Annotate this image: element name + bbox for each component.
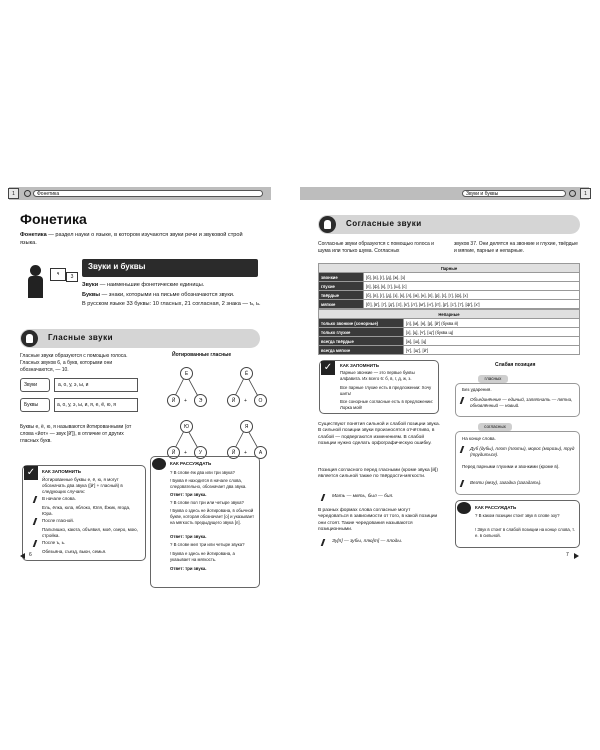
page-title: Фонетика	[20, 211, 87, 227]
unpaired-header: Непарные	[319, 310, 580, 319]
cons-weak-item-3: Перед парными глухими и звонкими (кроме в).	[462, 464, 560, 469]
table-row: всегда мягкие [ч'], [щ'], [й']	[319, 346, 580, 355]
reason-title-left: КАК РАССУЖДАТЬ	[170, 461, 212, 466]
reason-line-1: ? В слове ёж два или три звука?	[170, 470, 235, 475]
remember-title-left: КАК ЗАПОМНИТЬ	[42, 469, 81, 474]
example-1: Мать — мять, был — бил.	[332, 494, 394, 499]
reason-box-right	[455, 500, 580, 548]
iot-vowel-4: А	[254, 446, 267, 459]
letters-count: В русском языке 33 буквы: 10 гласных, 21 согласная, 2 знака — ъ, ь.	[82, 301, 261, 307]
iot-vowel-2: О	[254, 394, 267, 407]
remember-item-4: Пальтишко, каюта, объявил, моё, озеро, мою, стройка.	[42, 527, 138, 539]
vowel-position-paragraph: Позиция согласного перед гласными (кроме звука [й]) является сильной также по твёрдости-мягкости.	[318, 468, 438, 480]
iot-vowel-3: У	[194, 446, 207, 459]
iot-y-1: Й	[167, 394, 180, 407]
sounds-letters-heading: Звуки и буквы	[82, 259, 258, 277]
left-page-number: 6	[29, 552, 32, 558]
table-row: мягкие [б'], [в'], [г'], [д'], [з'], [к'], [л'], [м'], [н'], [п'], [р'], [с'], [т'], [ф'], [х']	[319, 300, 580, 309]
remember-line-2: Все парные глухие есть в предложении: Хочу шить!	[340, 385, 432, 396]
table-row: глухие [п], [ф], [к], [т], [ш], [с]	[319, 282, 580, 291]
vowel-weak-item-2: Объединённие — единый, запятнать — пятна, обновлённый — новый.	[470, 397, 573, 409]
iotated-letter-yu: Ю	[180, 420, 193, 433]
weak-paragraph: В разных формах слова согласные могут чередоваться в зависимости от того, в какой позиции они стоят. Такие чередования называются позиционными.	[318, 508, 438, 533]
consonants-tab: согласных	[478, 423, 512, 431]
remember-item-2: Ель, ёлка, юла, яблоко, Юля, Ёжик, ягода, Юра.	[42, 505, 131, 517]
graduation-cap-icon	[152, 458, 166, 470]
remember-line-3: Все сонорные согласные есть в предложении: Лорка мой!	[340, 399, 433, 410]
remember-line-1: Парные звонкие — это первые буквы алфавита. Их всего 6: б, в, г, д, ж, з.	[340, 370, 415, 381]
right-page-badge: 1	[580, 188, 591, 199]
table-row: только звонкие (сонорные) [л], [м], [н], [р], [й'] (буква й)	[319, 319, 580, 328]
graduation-cap-icon	[457, 502, 471, 514]
reason-line-3: Ответ: три звука.	[170, 492, 207, 497]
sounds-row-values-text: а, о, у, э, ы, и	[58, 382, 89, 388]
reason-line-4: ? В слове пол три или четыре звука?	[170, 500, 244, 505]
example-2: Зу[п] — зубы, плю[т] — плоды.	[332, 539, 403, 544]
intro-paragraph: Фонетика — раздел науки о языке, в котором изучаются звуки речи и звуковой строй языка.	[20, 232, 243, 246]
remember-title-right: КАК ЗАПОМНИТЬ	[340, 363, 379, 368]
sounds-row-label-text: Звуки	[24, 382, 38, 388]
iot-y-4: Й	[227, 446, 240, 459]
search-icon	[24, 190, 31, 197]
remember-item-1: В начале слова.	[42, 496, 76, 501]
pen-icon	[321, 539, 330, 546]
right-page-number: 7	[566, 552, 569, 558]
plus-sign: +	[184, 450, 187, 456]
table-row: только глухие [х], [ц], [ч'], [щ'] (буква щ)	[319, 328, 580, 337]
weak-position-title: Слабая позиция	[495, 362, 536, 368]
strong-weak-paragraph: Существуют понятия сильной и слабой позиции звука. В сильной позиции звуки произносятся отчётливо, в слабой — подвергаются изменениям. В слабой позиции нужно сделать орфографическую ошибку.	[318, 422, 440, 447]
consonants-paragraph-right: звуков 37. Они делятся на звонкие и глухие, твёрдые и мягкие, парные и непарные.	[454, 241, 578, 254]
teacher-illustration: ч 3	[20, 262, 80, 302]
remember-item-6: Обезьяна, съезд, вьюн, семья.	[42, 549, 107, 554]
reason-line-9: Ответ: три звука.	[170, 566, 207, 571]
consonants-banner	[318, 215, 580, 234]
cons-weak-item-4: Везти (везу), загадка (загадать).	[470, 480, 542, 485]
letters-row-label-text: Буквы	[24, 402, 39, 408]
consonants-banner-title: Согласные звуки	[346, 219, 422, 228]
cons-weak-item-1: На конце слова.	[462, 436, 496, 441]
plus-sign: +	[244, 450, 247, 456]
iot-vowel-1: Э	[194, 394, 207, 407]
paired-header: Парные	[319, 264, 580, 273]
vowels-paragraph: Гласные звуки образуются с помощью голоса. Гласных звуков 6, а букв, которыми они обозначаются, — 10.	[20, 353, 128, 373]
left-page-badge: 1	[8, 188, 19, 199]
remember-item-3: После гласной.	[42, 518, 75, 523]
vowels-tab: гласных	[478, 375, 508, 383]
reason-line-8: ! Буква е здесь не йотирована, а указывает на мягкость.	[170, 551, 235, 562]
left-header-title: Фонетика	[33, 190, 263, 197]
table-row: всегда твёрдые [ж], [ш], [ц]	[319, 337, 580, 346]
right-header-title: Звуки и буквы	[462, 190, 566, 197]
check-icon: ✓	[24, 466, 38, 480]
iotated-title: Йотированные гласные	[172, 352, 232, 358]
remember-item-5: После ъ, ь.	[42, 540, 66, 545]
vowel-weak-item-1: Без ударения.	[462, 387, 492, 392]
letters-definition: Буквы — знаки, которыми на письме обозначаются звуки.	[82, 292, 235, 298]
iotated-letter-yo: Ё	[240, 367, 253, 380]
reader-icon	[21, 330, 38, 347]
iotated-letter-e: Е	[180, 367, 193, 380]
vowels-banner	[20, 329, 260, 348]
reason-right-line-2: ! Звук в стоит в слабой позиции на конце слова, т. е. в сильной.	[475, 527, 575, 538]
check-icon: ✓	[321, 361, 335, 375]
consonants-paragraph-left: Согласные звуки образуются с помощью голоса и шума или только шума. Согласных	[318, 241, 434, 254]
iotated-paragraph: Буквы е, ё, ю, я называются йотированными (от слова «йот» — звук [й']), в отличие от других гласных букв.	[20, 424, 132, 444]
reason-line-5: ! Буква о здесь не йотирована, в обычной букве, которая обозначает [о] и указывает на мягкость предыдущего звука [л].	[170, 508, 255, 525]
cons-weak-item-2: Дуб (дубы), плот (плоты), морос (морозы), труд (трудиться).	[470, 446, 575, 458]
reader-icon	[319, 216, 336, 233]
right-page-arrow-icon	[574, 553, 579, 559]
sounds-definition: Звуки — наименьшие фонетические единицы.	[82, 282, 205, 288]
reason-line-2: ! Буква ё находится в начале слова, следовательно, обозначает два звука.	[170, 478, 247, 489]
letters-row-values-text: а, о, у, э, ы, и, я, е, ё, ю, я	[57, 402, 117, 408]
vowels-banner-title: Гласные звуки	[48, 333, 114, 342]
iotated-letter-ya: Я	[240, 420, 253, 433]
plus-sign: +	[184, 398, 187, 404]
table-row: звонкие [б], [в], [г], [д], [ж], [з]	[319, 273, 580, 282]
remember-text-left: Йотированные буквы е, ё, ю, я могут обозначать два звука ([й'] + гласный) в следующих случаях:	[42, 477, 123, 495]
unpaired-consonants-table	[318, 309, 580, 355]
paired-consonants-table	[318, 263, 580, 309]
reason-title-right: КАК РАССУЖДАТЬ	[475, 505, 517, 510]
iot-y-2: Й	[227, 394, 240, 407]
left-page-arrow-icon	[20, 553, 25, 559]
iot-y-3: Й	[167, 446, 180, 459]
search-icon	[569, 190, 576, 197]
reason-right-line-1: ? В каком позиции стоит звук в слове зоу?	[475, 513, 560, 518]
reason-line-7: ? В слове мел три или четыре звука?	[170, 542, 245, 547]
plus-sign: +	[244, 398, 247, 404]
reason-line-6: Ответ: три звука.	[170, 534, 207, 539]
pen-icon	[321, 494, 330, 501]
table-row: твёрдые [б], [в], [г], [д], [з], [к], [л], [м], [н], [п], [р], [с], [т], [ф], [х]	[319, 291, 580, 300]
